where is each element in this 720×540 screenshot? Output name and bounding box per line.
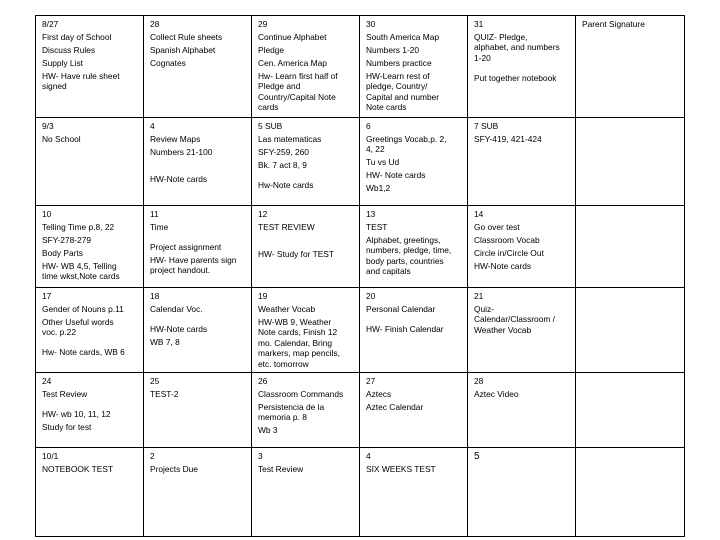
day-cell [468,447,576,536]
date-label: 8/27 [42,19,59,29]
agenda-line: Cognates [150,58,186,68]
agenda-line: Spanish Alphabet [150,45,216,55]
day-cell [36,288,144,373]
agenda-line: Classroom Commands [258,388,344,399]
agenda-line [42,340,138,347]
agenda-line [150,160,246,167]
agenda-line: Discuss Rules [42,45,96,55]
agenda-line: WB 7, 8 [150,337,180,347]
agenda-line: HW- Note cards [366,170,426,181]
agenda-line: Aztec Video [474,388,519,399]
agenda-line: HW- Study for TEST [258,249,335,259]
agenda-line: HW-Learn rest of pledge, Country/ Capital and number Note cards [366,71,440,113]
date-label: 10 [42,209,52,219]
date-label: 24 [42,375,52,386]
day-cell [468,288,576,373]
date-label: 6 [366,121,371,131]
agenda-line: Las matematicas [258,134,322,144]
parent-signature-cell [576,118,685,206]
agenda-line: Classroom Vocab [474,235,540,245]
day-cell [252,372,360,447]
week-row [36,447,685,536]
agenda-line: SFY-419, 421-424 [474,134,542,144]
agenda-line [258,242,354,249]
agenda-line: HW-WB 9, Weather Note cards, Finish 12 mo. Calendar, Bring markers, map pencils, etc. tomorrow [258,317,340,369]
parent-signature-cell [576,16,685,118]
parent-signature-cell [576,372,685,447]
agenda-line: Time [150,222,169,232]
day-cell [144,16,252,118]
agenda-line: Numbers 21-100 [150,147,213,157]
agenda-line: HW- wb 10, 11, 12 [42,408,111,419]
agenda-line [42,402,138,409]
date-label: 27 [366,375,376,386]
agenda-line: Alphabet, greetings, numbers, pledge, time, body parts, countries and capitals [366,235,452,277]
calendar-body [36,16,685,537]
agenda-line: HW- Have rule sheet signed [42,71,120,92]
day-cell [468,118,576,206]
agenda-line [474,66,570,73]
agenda-line: Supply List [42,58,83,68]
date-label: 4 [366,450,371,461]
agenda-line: Numbers practice [366,58,432,68]
day-cell [36,447,144,536]
date-label: 5 [474,450,480,462]
agenda-line: Put together notebook [474,72,557,83]
agenda-line [150,235,246,242]
day-cell [252,288,360,373]
agenda-line: HW- Finish Calendar [366,324,444,334]
day-cell [252,206,360,288]
day-cell [144,447,252,536]
date-label: 17 [42,291,52,301]
agenda-line: Telling Time p.8, 22 [42,222,115,232]
agenda-line [150,317,246,324]
day-cell [468,206,576,288]
agenda-line: HW-Note cards [150,174,208,184]
date-label: 26 [258,375,268,386]
agenda-line: Tu vs Ud [366,157,400,168]
day-cell [36,16,144,118]
date-label: 14 [474,209,484,219]
agenda-line: Calendar Voc. [150,304,203,314]
day-cell [144,118,252,206]
day-cell [360,118,468,206]
day-cell [360,288,468,373]
agenda-line: Body Parts [42,248,83,258]
calendar-table [35,15,685,537]
agenda-line: Weather Vocab [258,304,316,314]
date-label: 28 [150,19,160,29]
date-label: 3 [258,450,263,461]
agenda-line: Projects Due [150,463,198,474]
date-label: 10/1 [42,450,59,461]
agenda-line: Bk. 7 act 8, 9 [258,160,307,170]
parent-signature-cell [576,288,685,373]
date-label: 4 [150,121,155,131]
agenda-line: SFY-259, 260 [258,147,309,157]
agenda-line [150,167,246,174]
agenda-line: Test Review [258,463,304,474]
agenda-line: Wb1,2 [366,183,391,194]
day-cell [360,447,468,536]
date-label: 30 [366,19,376,29]
agenda-line: HW-Note cards [474,261,532,271]
day-cell [36,372,144,447]
agenda-line: SIX WEEKS TEST [366,463,436,474]
agenda-line: Study for test [42,421,92,432]
week-row [36,16,685,118]
date-label: 28 [474,375,484,386]
agenda-line: Wb 3 [258,425,278,436]
date-label: 20 [366,291,376,301]
agenda-line: Cen. America Map [258,58,327,68]
day-cell [36,118,144,206]
day-cell [144,372,252,447]
agenda-line: Continue Alphabet [258,32,327,42]
date-label: 9/3 [42,121,54,131]
agenda-line: HW- WB 4,5, Telling time wkst,Note cards [42,261,120,282]
day-cell [252,118,360,206]
agenda-line: Hw-Note cards [258,180,314,190]
day-cell [252,447,360,536]
date-label: 2 [150,450,155,461]
agenda-line: Pledge [258,45,285,55]
agenda-line: HW- Have parents sign project handout. [150,255,237,276]
agenda-line: Persistencia de la memoria p. 8 [258,401,325,423]
agenda-line: Other Useful words voc. p.22 [42,317,114,338]
agenda-line: Aztecs [366,388,392,399]
agenda-line: HW-Note cards [150,324,208,334]
agenda-line: South America Map [366,32,440,42]
date-label: 5 SUB [258,121,283,131]
date-label: 29 [258,19,268,29]
day-cell [36,206,144,288]
agenda-line: First day of School [42,32,112,42]
agenda-line: Aztec Calendar [366,401,424,412]
agenda-line: Numbers 1-20 [366,45,420,55]
date-label: 21 [474,291,484,301]
agenda-line: Greetings Vocab,p. 2, 4, 22 [366,134,447,155]
agenda-line [258,235,354,242]
agenda-line: No School [42,134,81,144]
day-cell [360,206,468,288]
agenda-line: QUIZ- Pledge, alphabet, and numbers 1-20 [474,32,560,63]
agenda-line: TEST [366,222,388,232]
day-cell [360,372,468,447]
date-label: 11 [150,209,159,219]
date-label: 12 [258,209,268,219]
week-row [36,288,685,373]
agenda-line: Gender of Nouns p.11 [42,304,124,314]
week-row [36,118,685,206]
week-row [36,206,685,288]
day-cell [468,372,576,447]
day-cell [144,288,252,373]
parent-signature-label: Parent Signature [582,19,645,29]
agenda-line: Collect Rule sheets [150,32,223,42]
agenda-line: Quiz- Calendar/Classroom / Weather Vocab [474,304,555,335]
agenda-line: SFY-278-279 [42,235,92,245]
agenda-line: Hw- Learn first half of Pledge and Country/Capital Note cards [258,71,338,113]
agenda-line [366,317,462,324]
agenda-line: Personal Calendar [366,304,436,314]
agenda-line: Go over test [474,222,520,232]
agenda-line: TEST REVIEW [258,222,315,232]
date-label: 13 [366,209,376,219]
day-cell [468,16,576,118]
agenda-line: Hw- Note cards, WB 6 [42,347,125,358]
day-cell [144,206,252,288]
date-label: 19 [258,291,268,301]
date-label: 18 [150,291,160,301]
agenda-line: TEST-2 [150,388,179,399]
date-label: 31 [474,19,484,29]
agenda-line: Test Review [42,388,88,399]
agenda-line: Project assignment [150,242,222,252]
agenda-line: Circle in/Circle Out [474,248,544,258]
agenda-line: NOTEBOOK TEST [42,463,114,474]
agenda-line [258,173,354,180]
parent-signature-cell [576,206,685,288]
day-cell [360,16,468,118]
date-label: 25 [150,375,160,386]
agenda-line: Review Maps [150,134,201,144]
day-cell [252,16,360,118]
week-row [36,372,685,447]
parent-signature-cell [576,447,685,536]
date-label: 7 SUB [474,121,499,131]
